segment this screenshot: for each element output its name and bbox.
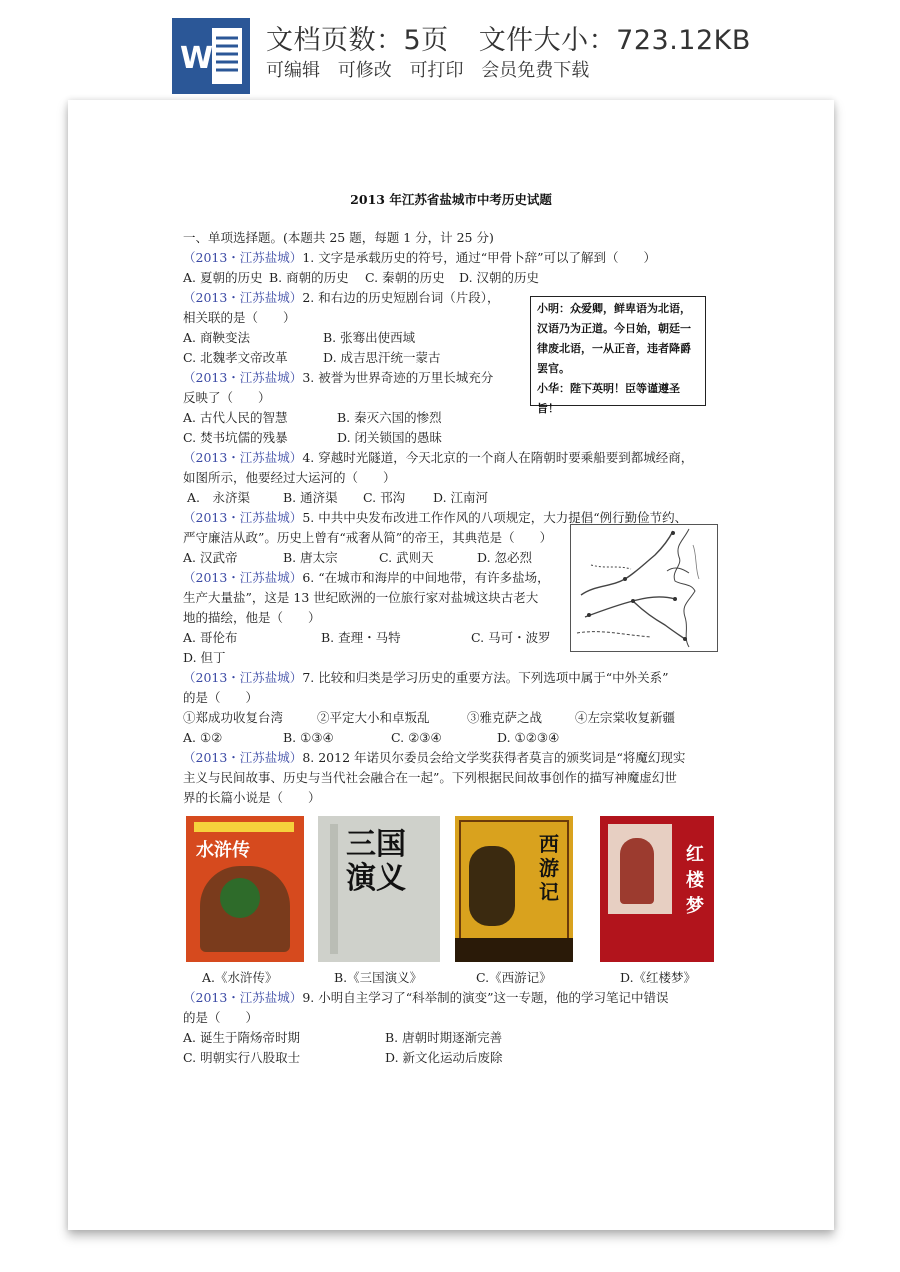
- feature-list: [266, 56, 601, 82]
- book-cover-honglou: [600, 816, 714, 962]
- question-9-options-cd: C. 明朝实行八股取士 D. 新文化运动后废除: [183, 1050, 503, 1065]
- grand-canal-map: [570, 524, 718, 652]
- cover-title-honglou: 红楼梦: [686, 844, 704, 917]
- question-7: （2013・江苏盐城）7. 比较和归类是学习历史的重要方法。下列选项中属于“中外关系”: [183, 670, 669, 685]
- feature-editable: 可编辑: [266, 60, 320, 81]
- book-cover-shuihu: [186, 816, 304, 962]
- question-5-options: A. 汉武帝 B. 唐太宗 C. 武则天 D. 忽必烈: [183, 550, 533, 565]
- cover-lady-figure: [620, 838, 654, 904]
- question-7-items: ①郑成功收复台湾 ②平定大小和卓叛乱 ③雅克萨之战 ④左宗棠收复新疆: [183, 710, 676, 725]
- question-6: （2013・江苏盐城）6. “在城市和海岸的中间地带，有许多盐场，: [183, 570, 550, 585]
- question-7-line2: 的是（ ）: [183, 690, 259, 705]
- feature-member-download: 会员免费下载: [481, 60, 590, 81]
- caption-a: A.《水浒传》: [202, 970, 278, 985]
- question-3: （2013・江苏盐城）3. 被誉为世界奇迹的万里长城充分: [183, 370, 494, 385]
- section-heading: 一、单项选择题。(本题共 25 题，每题 1 分，计 25 分): [183, 230, 494, 245]
- question-3-options-ab: A. 古代人民的智慧 B. 秦灭六国的惨烈: [183, 410, 442, 425]
- document-page: [68, 100, 834, 1230]
- dialogue-line-1: 小明：众爱卿，鲜卑语为北语，: [537, 302, 691, 315]
- banner-title: [266, 18, 751, 57]
- question-9-block: [183, 988, 733, 1068]
- file-size: 文件大小：723.12KB: [478, 25, 751, 56]
- cover-spine-line: [330, 824, 338, 954]
- question-5: （2013・江苏盐城）5. 中共中央发布改进工作作风的八项规定，大力提倡“例行勤俭节约、: [183, 510, 688, 525]
- question-9: （2013・江苏盐城）9. 小明自主学习了“科举制的演变”这一专题，他的学习笔记中错误: [183, 990, 669, 1005]
- question-2: （2013・江苏盐城）2. 和右边的历史短剧台词（片段），: [183, 290, 500, 305]
- question-4: （2013・江苏盐城）4. 穿越时光隧道，今天北京的一个商人在隋朝时要乘船要到都城经商，: [183, 450, 694, 465]
- page-count: 文档页数：5页: [266, 25, 449, 56]
- dialogue-box: [530, 296, 706, 415]
- cover-cloud-band: [455, 938, 573, 962]
- question-7-options: A. ①② B. ①③④ C. ②③④ D. ①②③④: [183, 730, 560, 745]
- book-cover-sanguo: [318, 816, 440, 962]
- cover-title-shuihu: 水浒传: [196, 840, 250, 861]
- question-2-options-cd: C. 北魏孝文帝改革 D. 成吉思汗统一蒙古: [183, 350, 441, 365]
- cover-monkey-figure: [469, 846, 515, 926]
- feature-printable: 可打印: [409, 60, 464, 81]
- book-captions: [196, 968, 756, 988]
- question-9-options-ab: A. 诞生于隋炀帝时期 B. 唐朝时期逐渐完善: [183, 1030, 503, 1045]
- caption-d: D.《红楼梦》: [620, 970, 697, 985]
- cover-title-xiyou: 西游记: [539, 832, 559, 904]
- dialogue-line-4: 罢官。: [537, 362, 570, 375]
- question-8: （2013・江苏盐城）8. 2012 年诺贝尔委员会给文学奖获得者莫言的颁奖词是“将魔幻现实: [183, 750, 686, 765]
- question-5-line2: 严守廉洁从政”。历史上曾有“戒奢从简”的帝王，其典范是（ ）: [183, 530, 553, 545]
- question-6-options-abc: A. 哥伦布 B. 查理・马特 C. 马可・波罗: [183, 630, 551, 645]
- cover-banner-strip: [194, 822, 294, 832]
- header-banner: [0, 0, 900, 96]
- question-6-option-d: D. 但丁: [183, 650, 226, 665]
- question-1: （2013・江苏盐城）1. 文字是承载历史的符号，通过“甲骨卜辞”可以了解到（ ）: [183, 250, 656, 265]
- question-1-options: A. 夏朝的历史 B. 商朝的历史 C. 秦朝的历史 D. 汉朝的历史: [183, 270, 540, 285]
- question-3-line2: 反映了（ ）: [183, 390, 271, 405]
- caption-c: C.《西游记》: [476, 970, 552, 985]
- question-8-line3: 界的长篇小说是（ ）: [183, 790, 321, 805]
- feature-modifiable: 可修改: [337, 60, 392, 81]
- question-2-line2: 相关联的是（ ）: [183, 310, 296, 325]
- question-6-line3: 地的描绘，他是（ ）: [183, 610, 321, 625]
- question-3-options-cd: C. 焚书坑儒的残暴 D. 闭关锁国的愚昧: [183, 430, 443, 445]
- svg-text:W: W: [180, 41, 214, 76]
- question-9-line2: 的是（ ）: [183, 1010, 259, 1025]
- cover-title-sanguo: 三国演义: [346, 827, 406, 896]
- caption-b: B.《三国演义》: [334, 970, 423, 985]
- book-cover-xiyou: [455, 816, 573, 962]
- dialogue-line-2: 汉语乃为正道。今日始，朝廷一: [537, 322, 691, 335]
- word-document-icon: [172, 18, 250, 94]
- question-4-line2: 如图所示，他要经过大运河的（ ）: [183, 470, 396, 485]
- question-4-options: A. 永济渠 B. 通济渠 C. 邗沟 D. 江南河: [187, 490, 489, 505]
- document-title: 2013 年江苏省盐城市中考历史试题: [350, 192, 552, 207]
- question-6-line2: 生产大量盐”，这是 13 世纪欧洲的一位旅行家对盐城这块古老大: [183, 590, 539, 605]
- cover-figure: [220, 878, 260, 918]
- dialogue-line-3: 律废北语，一从正音，违者降爵: [537, 342, 691, 355]
- question-8-line2: 主义与民间故事、历史与当代社会融合在一起”。下列根据民间故事创作的描写神魔虚幻世: [183, 770, 677, 785]
- question-2-options-ab: A. 商鞅变法 B. 张骞出使西域: [183, 330, 416, 345]
- dialogue-line-5: 小华：陛下英明！臣等谨遵圣旨！: [537, 382, 680, 415]
